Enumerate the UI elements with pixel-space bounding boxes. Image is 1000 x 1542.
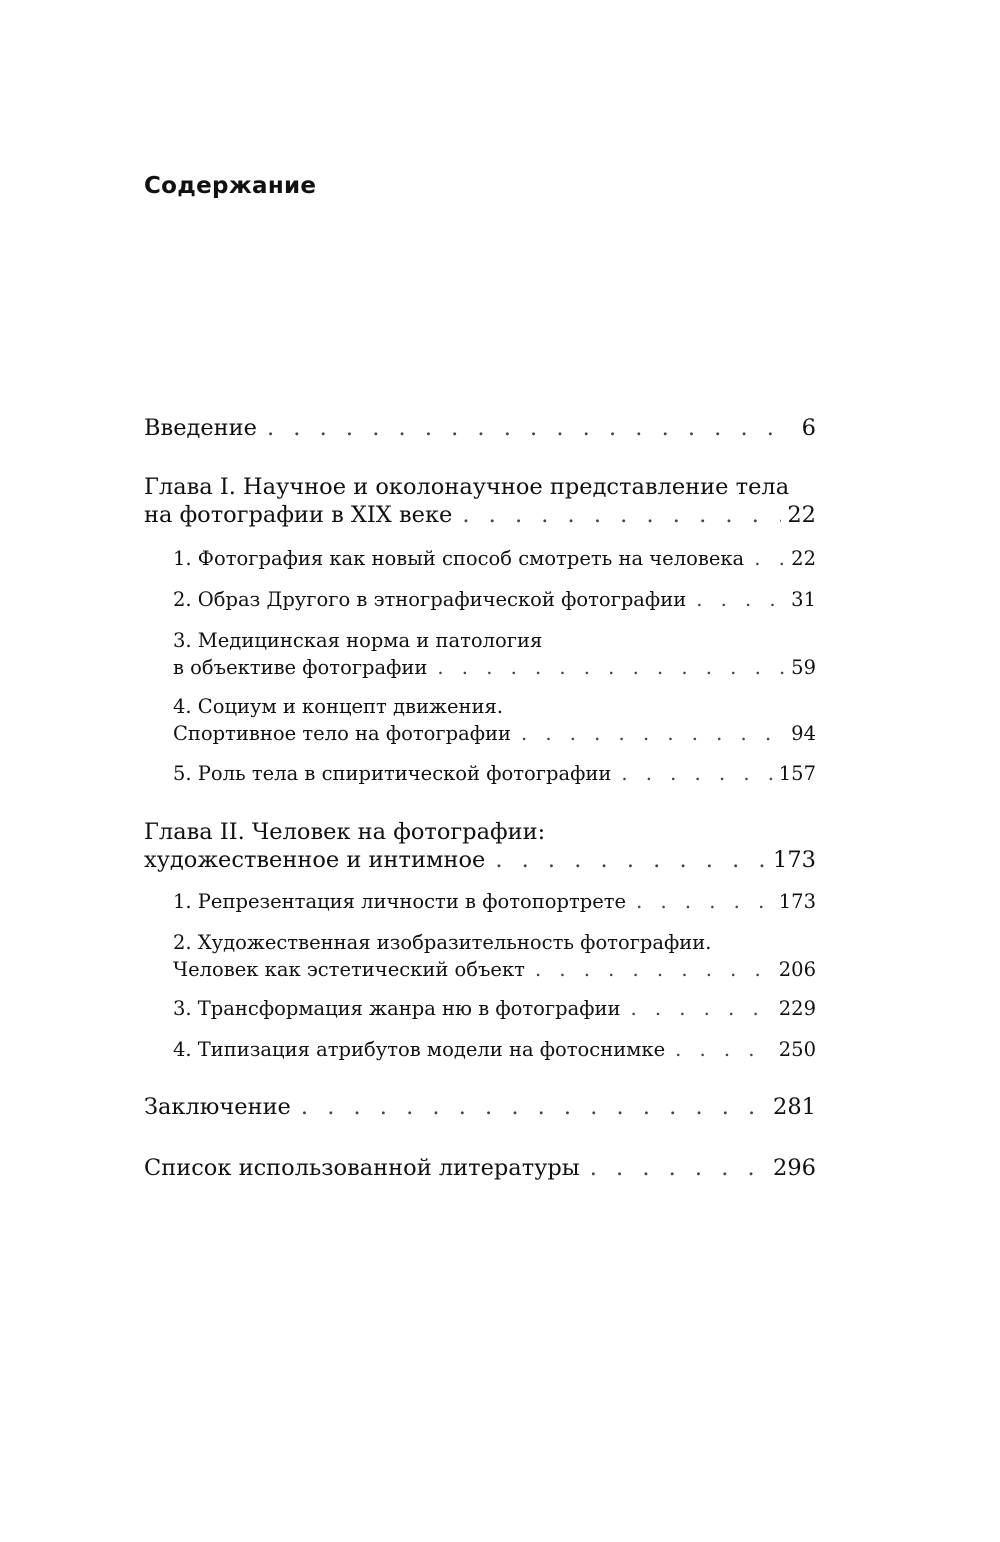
- toc-entry-label: в объективе фотографии: [173, 656, 428, 679]
- toc-entry-label: на фотографии в XIX веке: [144, 502, 453, 528]
- toc-page-number: 281: [773, 1094, 816, 1120]
- toc-page-number: 31: [791, 588, 816, 611]
- toc-entry-label: 2. Художественная изобразительность фотографии.: [173, 931, 712, 954]
- dot-leader: [495, 846, 767, 874]
- dot-leader: [521, 720, 785, 747]
- toc-entry-chapter-2[interactable]: [144, 818, 816, 874]
- toc-entry-label: 3. Медицинская норма и патология: [173, 629, 543, 652]
- toc-entry-chapter-1[interactable]: [144, 473, 816, 529]
- dot-leader: [267, 414, 790, 442]
- dot-leader: [590, 1154, 767, 1182]
- toc-page-number: 22: [787, 502, 816, 528]
- toc-entry-label: 5. Роль тела в спиритической фотографии: [173, 762, 612, 785]
- dot-leader: [636, 888, 773, 915]
- dot-leader: [301, 1093, 767, 1121]
- toc-page-number: 157: [778, 762, 816, 785]
- toc-entry-label: 2. Образ Другого в этнографической фотографии: [173, 588, 687, 611]
- toc-page-number: 173: [773, 847, 816, 873]
- toc-page-number: 94: [791, 722, 816, 745]
- toc-page-number: 229: [778, 997, 816, 1020]
- toc-page-number: 296: [773, 1155, 816, 1181]
- toc-page-number: 250: [778, 1038, 816, 1061]
- page-title: Содержание: [144, 173, 317, 199]
- toc-section-1-2[interactable]: [144, 586, 816, 613]
- toc-entry-intro[interactable]: [144, 414, 816, 442]
- toc-entry-references[interactable]: [144, 1154, 816, 1182]
- toc-entry-label: 4. Типизация атрибутов модели на фотоснимке: [173, 1038, 666, 1061]
- toc-entry-label: 1. Репрезентация личности в фотопортрете: [173, 890, 627, 913]
- toc-section-1-1[interactable]: [144, 545, 816, 572]
- toc-entry-label: 4. Социум и концепт движения.: [173, 695, 503, 718]
- toc-page-number: 206: [778, 958, 816, 981]
- dot-leader: [621, 760, 772, 787]
- toc-entry-label: 1. Фотография как новый способ смотреть на человека: [173, 547, 745, 570]
- toc-section-2-2[interactable]: [144, 929, 816, 983]
- toc-page-number: 173: [778, 890, 816, 913]
- toc-section-2-1[interactable]: [144, 888, 816, 915]
- toc-entry-label: Введение: [144, 415, 257, 441]
- dot-leader: [437, 654, 785, 681]
- toc-entry-label: Глава I. Научное и околонаучное представление тела: [144, 474, 790, 500]
- dot-leader: [754, 545, 785, 572]
- toc-entry-label: художественное и интимное: [144, 847, 486, 873]
- toc-entry-label: Заключение: [144, 1094, 291, 1120]
- toc-entry-label: Глава II. Человек на фотографии:: [144, 819, 546, 845]
- toc-entry-label: Человек как эстетический объект: [173, 958, 525, 981]
- dot-leader: [675, 1036, 773, 1063]
- toc-section-1-5[interactable]: [144, 760, 816, 787]
- toc-page-number: 6: [801, 415, 816, 441]
- dot-leader: [462, 501, 781, 529]
- toc-section-1-3[interactable]: [144, 627, 816, 681]
- toc-entry-conclusion[interactable]: [144, 1093, 816, 1121]
- dot-leader: [696, 586, 785, 613]
- toc-page-number: 22: [791, 547, 816, 570]
- toc-entry-label: 3. Трансформация жанра ню в фотографии: [173, 997, 621, 1020]
- toc-page-number: 59: [791, 656, 816, 679]
- dot-leader: [630, 995, 772, 1022]
- toc-entry-label: Спортивное тело на фотографии: [173, 722, 511, 745]
- toc-section-2-3[interactable]: [144, 995, 816, 1022]
- toc-section-1-4[interactable]: [144, 693, 816, 747]
- toc-entry-label: Список использованной литературы: [144, 1155, 580, 1181]
- toc-section-2-4[interactable]: [144, 1036, 816, 1063]
- dot-leader: [535, 956, 773, 983]
